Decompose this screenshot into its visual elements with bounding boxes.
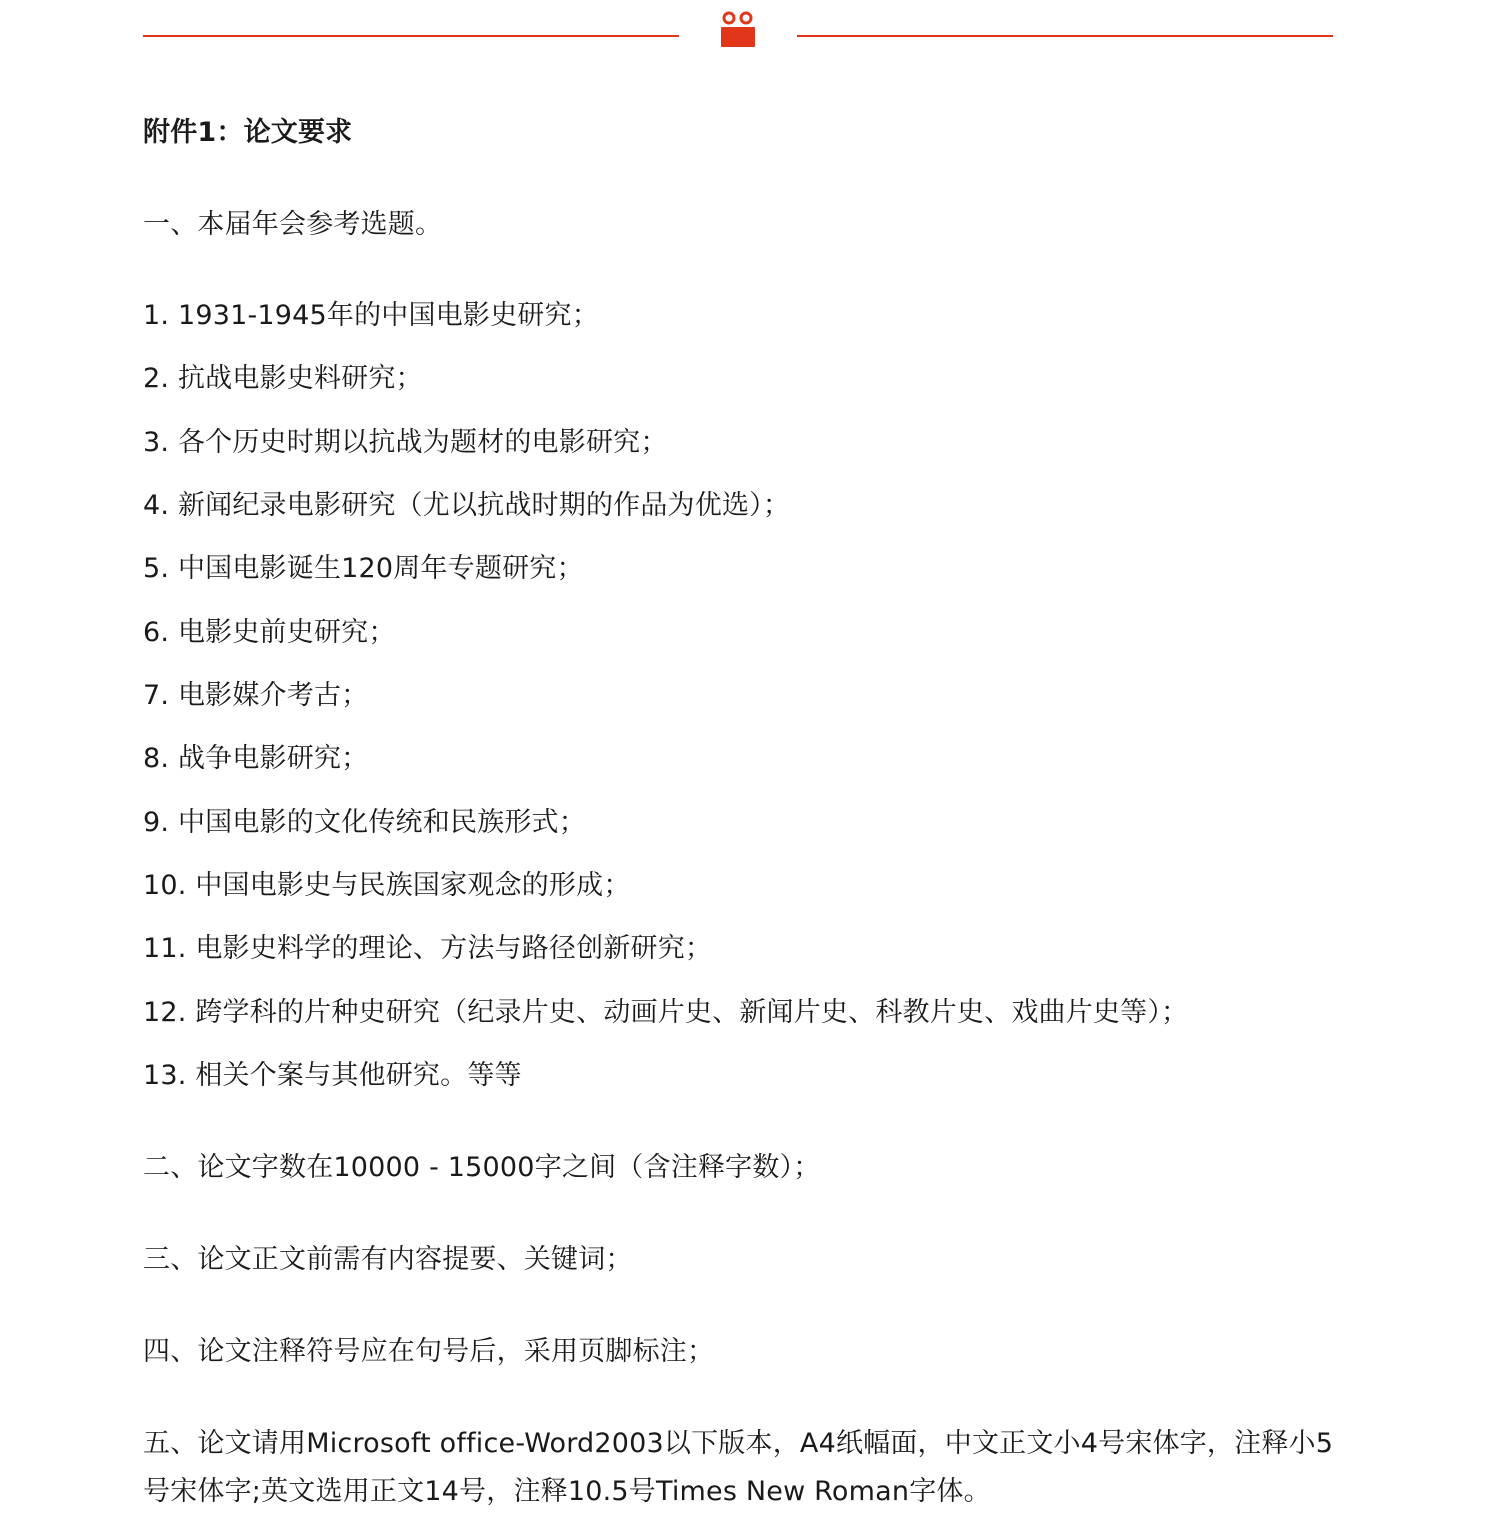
header-divider bbox=[0, 0, 1485, 60]
film-camera-icon bbox=[720, 10, 756, 48]
topic-item: 2. 抗战电影史料研究； bbox=[143, 363, 423, 394]
divider-line-right bbox=[797, 35, 1333, 37]
topic-item: 6. 电影史前史研究； bbox=[143, 617, 396, 648]
attachment-heading: 附件1：论文要求 bbox=[143, 117, 353, 148]
topic-item: 5. 中国电影诞生120周年专题研究； bbox=[143, 553, 584, 584]
topic-item: 12. 跨学科的片种史研究（纪录片史、动画片史、新闻片史、科教片史、戏曲片史等）； bbox=[143, 997, 1189, 1028]
section-2-text: 二、论文字数在10000 - 15000字之间（含注释字数）； bbox=[143, 1152, 821, 1183]
topic-item: 9. 中国电影的文化传统和民族形式； bbox=[143, 807, 586, 838]
topic-item: 10. 中国电影史与民族国家观念的形成； bbox=[143, 870, 631, 901]
topic-item: 11. 电影史料学的理论、方法与路径创新研究； bbox=[143, 933, 713, 964]
topic-item: 13. 相关个案与其他研究。等等 bbox=[143, 1060, 522, 1091]
section-3-text: 三、论文正文前需有内容提要、关键词； bbox=[143, 1244, 633, 1275]
topic-item: 4. 新闻纪录电影研究（尤以抗战时期的作品为优选）； bbox=[143, 490, 791, 521]
topic-item: 1. 1931-1945年的中国电影史研究； bbox=[143, 300, 599, 331]
topic-item: 8. 战争电影研究； bbox=[143, 743, 369, 774]
topic-item: 3. 各个历史时期以抗战为题材的电影研究； bbox=[143, 427, 668, 458]
section-5-text: 五、论文请用Microsoft office-Word2003以下版本，A4纸幅面，中文正文小4号宋体字，注释小5号宋体字;英文选用正文14号，注释10.5号Times New Roman字体。 bbox=[143, 1428, 1334, 1507]
divider-line-left bbox=[143, 35, 679, 37]
topic-item: 7. 电影媒介考古； bbox=[143, 680, 369, 711]
section-1-title: 一、本届年会参考选题。 bbox=[143, 209, 443, 240]
section-4-text: 四、论文注释符号应在句号后，采用页脚标注； bbox=[143, 1336, 715, 1367]
